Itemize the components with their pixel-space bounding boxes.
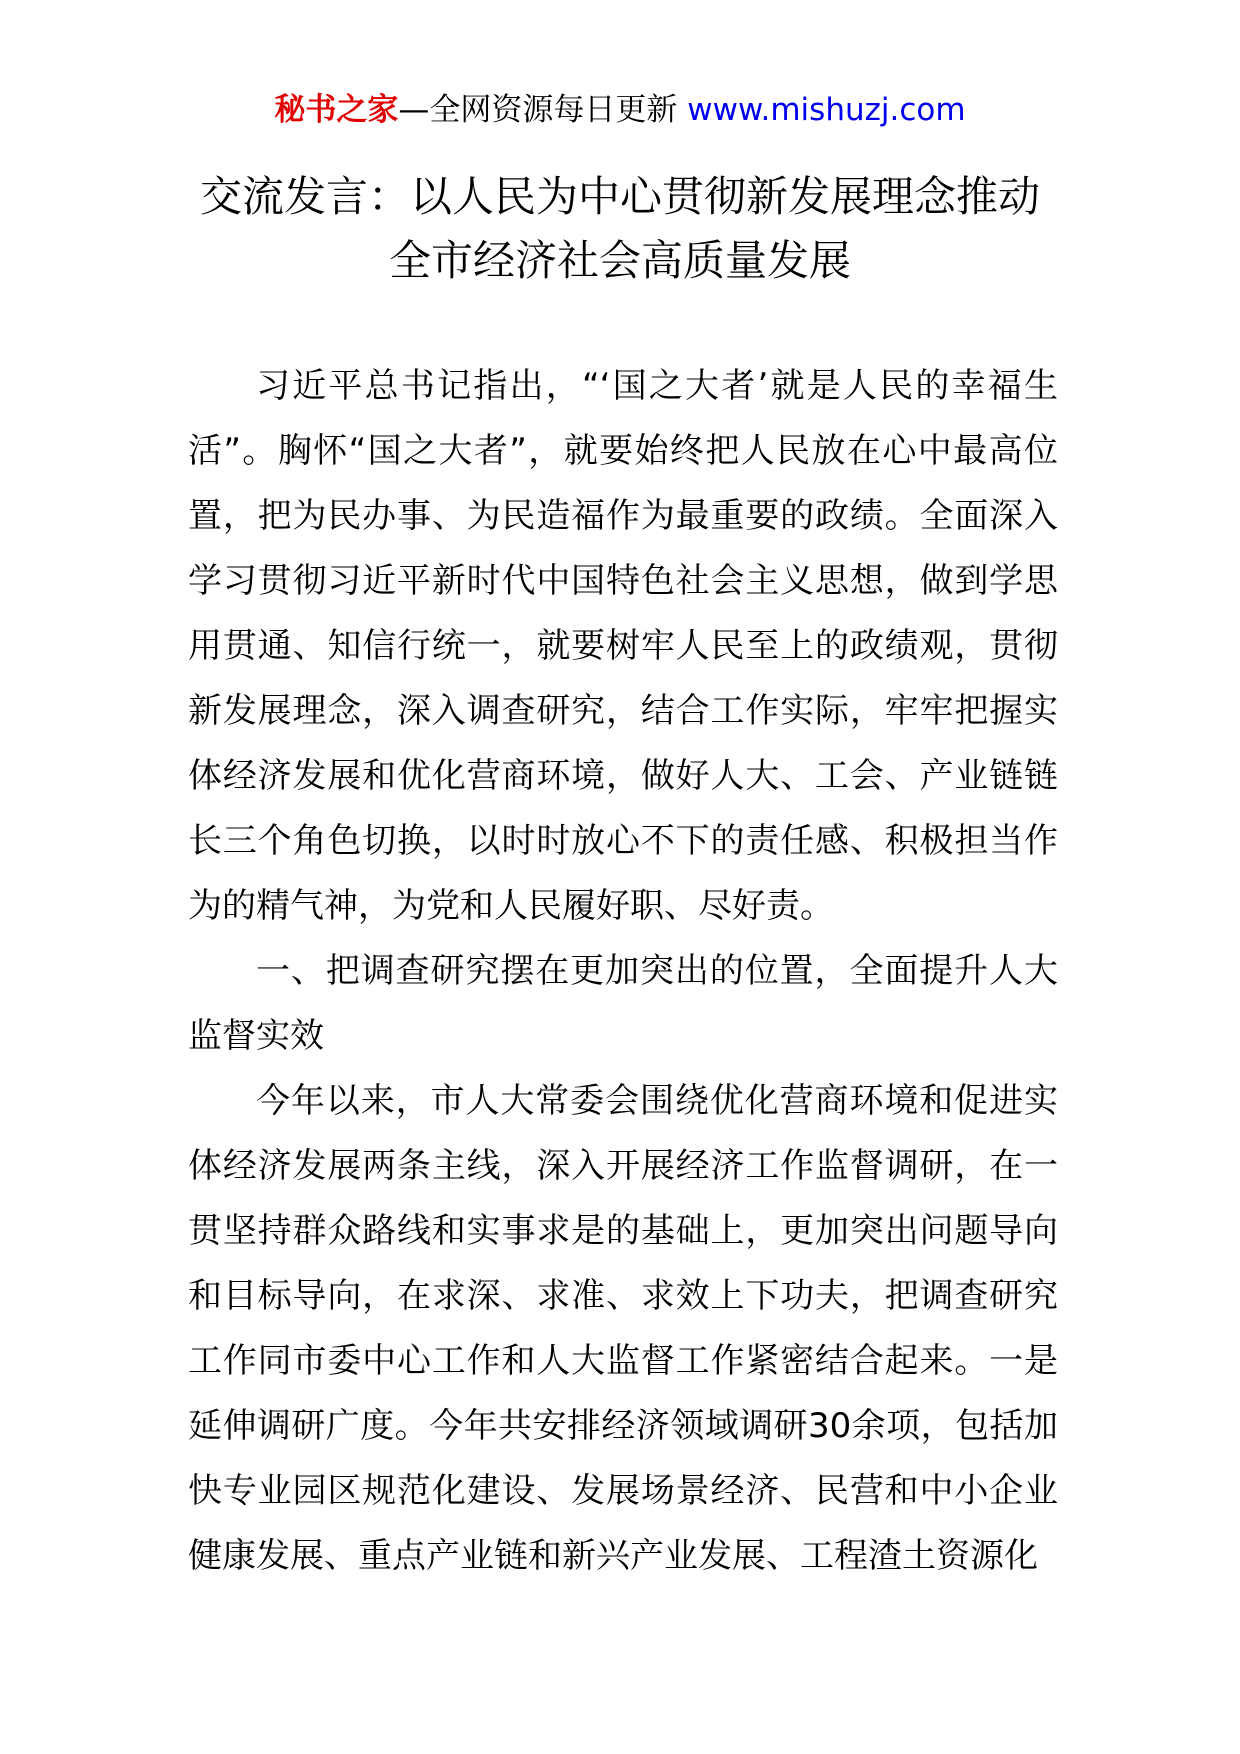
site-url-link[interactable]: www.mishuzj.com xyxy=(687,92,966,128)
site-tagline: —全网资源每日更新 xyxy=(398,92,678,128)
document-title xyxy=(0,165,1240,293)
title-line-2: 全市经济社会高质量发展 xyxy=(388,236,851,285)
paragraph-intro: 习近平总书记指出，“‘国之大者’就是人民的幸福生活”。胸怀“国之大者”，就要始终把人民放在心中最高位置，把为民办事、为民造福作为最重要的政绩。全面深入学习贯彻习近平新时代中国特色社会主义思想，做到学思用贯通、知信行统一，就要树牢人民至上的政绩观，贯彻新发展理念，深入调查研究，结合工作实际，牢牢把握实体经济发展和优化营商环境，做好人大、工会、产业链链长三个角色切换，以时时放心不下的责任感、积极担当作为的精气神，为党和人民履好职、尽好责。 xyxy=(188,366,1058,926)
site-header xyxy=(0,90,1240,130)
section-heading-1: 一、把调查研究摆在更加突出的位置，全面提升人大监督实效 xyxy=(188,951,1058,1056)
brand-name: 秘书之家 xyxy=(274,92,399,128)
title-line-1: 交流发言：以人民为中心贯彻新发展理念推动 xyxy=(199,172,1040,221)
paragraph-section-1: 今年以来，市人大常委会围绕优化营商环境和促进实体经济发展两条主线，深入开展经济工作监督调研，在一贯坚持群众路线和实事求是的基础上，更加突出问题导向和目标导向，在求深、求准、求效上下功夫，把调查研究工作同市委中心工作和人大监督工作紧密结合起来。一是延伸调研广度。今年共安排经济领域调研30余项，包括加快专业园区规范化建设、发展场景经济、民营和中小企业健康发展、重点产业链和新兴产业发展、工程渣土资源化 xyxy=(188,1081,1058,1576)
document-body xyxy=(188,354,1058,1589)
